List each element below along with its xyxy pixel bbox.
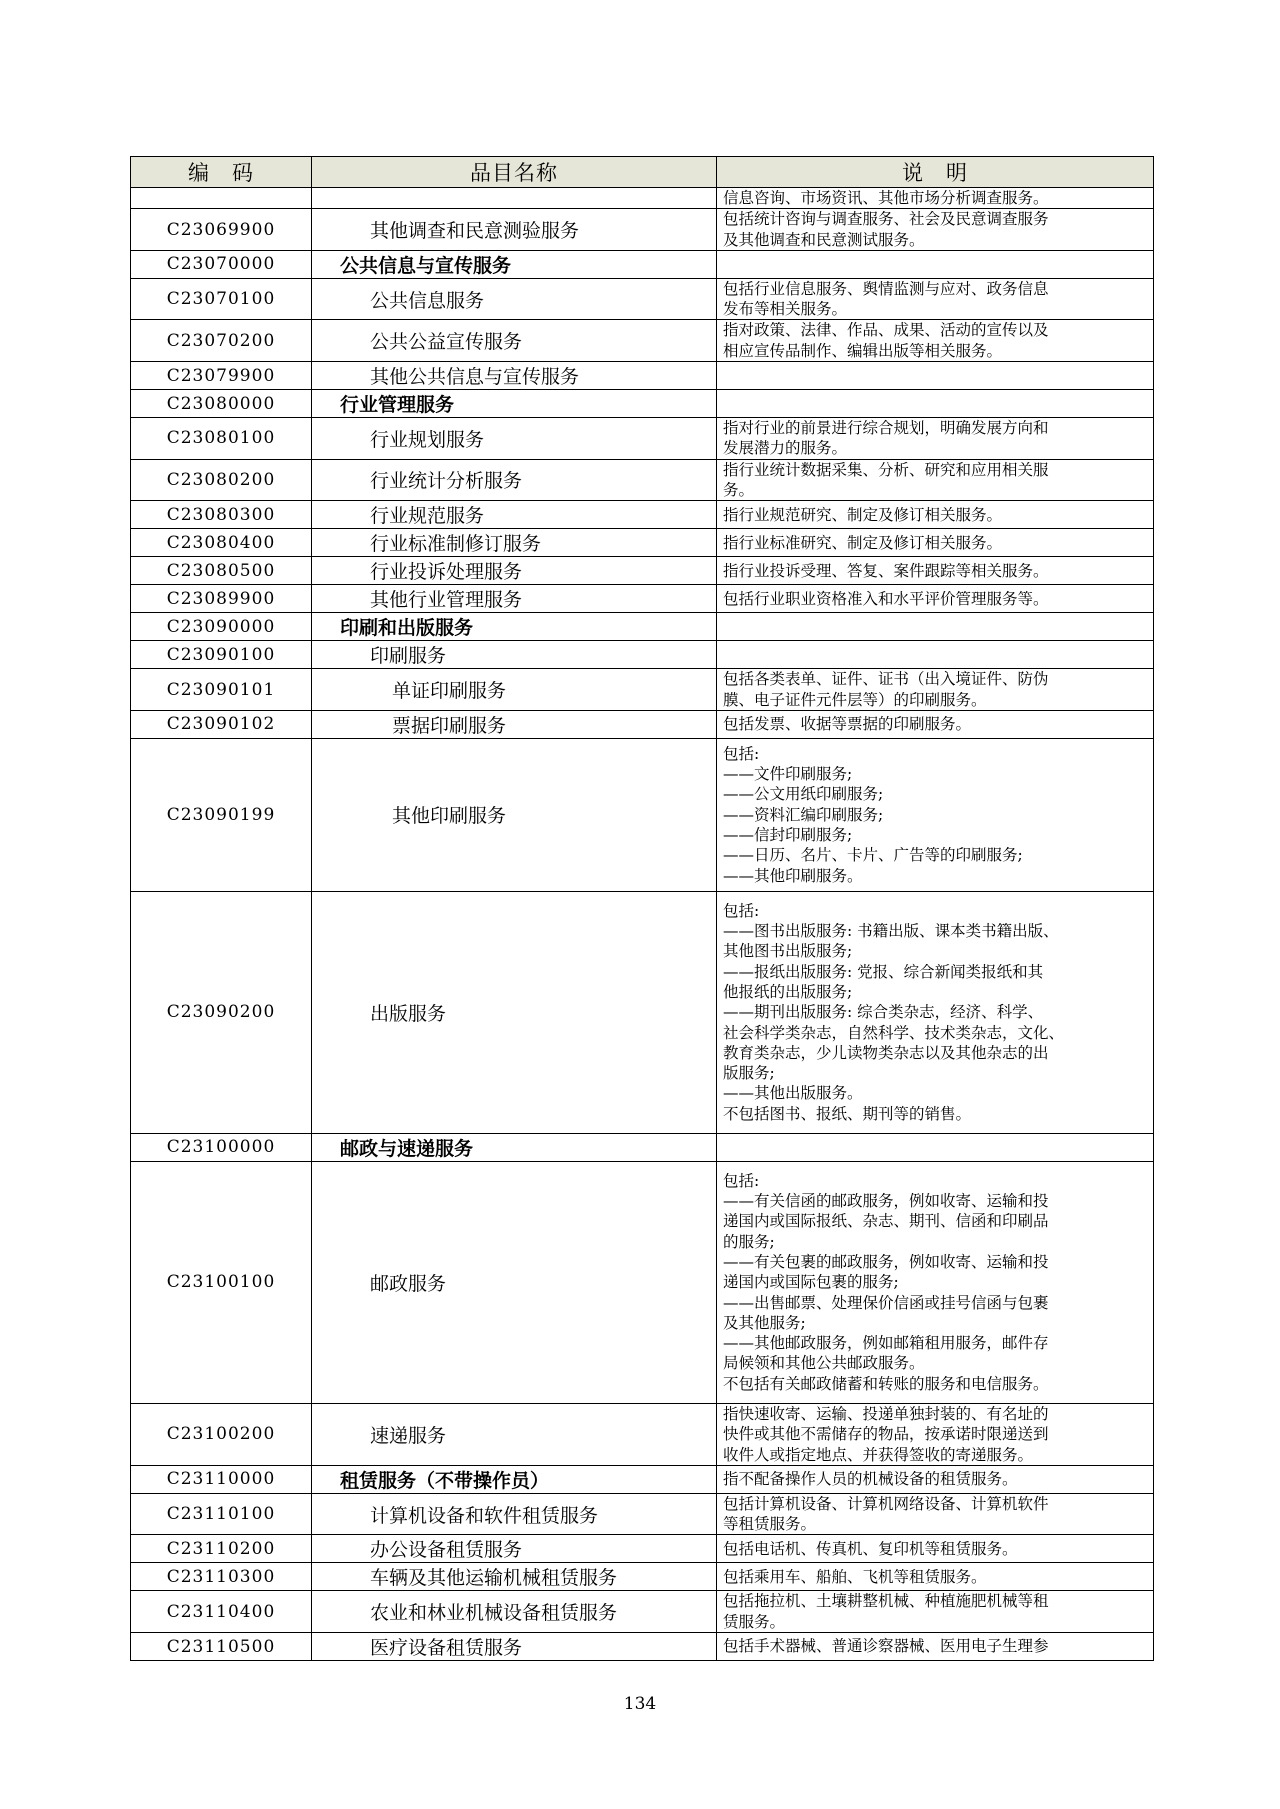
description-line: ——有关包裹的邮政服务，例如收寄、运输和投 <box>723 1252 1049 1271</box>
table-row <box>131 188 1154 209</box>
description-line: 发布等相关服务。 <box>723 300 848 319</box>
item-description <box>717 710 1154 738</box>
table-row <box>131 1563 1154 1591</box>
item-description <box>717 1161 1154 1403</box>
item-code: C23110200 <box>131 1535 312 1563</box>
description-line: 信息咨询、市场资讯、其他市场分析调查服务。 <box>723 189 1049 207</box>
item-description <box>717 613 1154 641</box>
description-line: 包括手术器械、普通诊察器械、医用电子生理参 <box>723 1637 1049 1656</box>
description-line: 包括发票、收据等票据的印刷服务。 <box>723 715 972 734</box>
item-description <box>717 1633 1154 1661</box>
item-description <box>717 669 1154 711</box>
description-line: 等租赁服务。 <box>723 1515 817 1534</box>
item-code: C23080200 <box>131 459 312 501</box>
item-description <box>717 1465 1154 1493</box>
description-line: 指快速收寄、运输、投递单独封装的、有名址的 <box>723 1404 1049 1423</box>
table-row <box>131 320 1154 362</box>
description-line: 快件或其他不需储存的物品，按承诺时限递送到 <box>723 1425 1049 1444</box>
table-row <box>131 390 1154 418</box>
description-line: 指行业统计数据采集、分析、研究和应用相关服 <box>723 460 1049 479</box>
item-description <box>717 1563 1154 1591</box>
description-line: 及其他服务; <box>723 1313 806 1332</box>
description-line: ——期刊出版服务: 综合类杂志，经济、科学、 <box>723 1003 1044 1022</box>
description-line: ——资料汇编印刷服务; <box>723 805 884 824</box>
description-line: 教育类杂志，少儿读物类杂志以及其他杂志的出 <box>723 1043 1049 1062</box>
item-name: 出版服务 <box>312 891 717 1133</box>
item-description <box>717 1133 1154 1161</box>
item-name: 公共公益宣传服务 <box>312 320 717 362</box>
item-code: C23090199 <box>131 738 312 891</box>
item-description <box>717 459 1154 501</box>
item-description <box>717 320 1154 362</box>
table-row <box>131 362 1154 390</box>
table-row <box>131 209 1154 251</box>
description-line: 收件人或指定地点、并获得签收的寄递服务。 <box>723 1445 1034 1464</box>
description-line: ——信封印刷服务; <box>723 826 853 844</box>
item-name: 公共信息与宣传服务 <box>312 250 717 278</box>
description-line: 赁服务。 <box>723 1612 786 1631</box>
description-line: 指对政策、法律、作品、成果、活动的宣传以及 <box>723 321 1049 340</box>
item-name: 租赁服务（不带操作员） <box>312 1465 717 1493</box>
description-line: ——日历、名片、卡片、广告等的印刷服务; <box>723 846 1023 865</box>
item-code: C23110000 <box>131 1465 312 1493</box>
item-name: 行业标准制修订服务 <box>312 529 717 557</box>
table-row <box>131 1493 1154 1535</box>
item-name: 印刷和出版服务 <box>312 613 717 641</box>
item-name: 印刷服务 <box>312 641 717 669</box>
description-line: 包括行业信息服务、舆情监测与应对、政务信息 <box>723 279 1049 298</box>
item-description <box>717 1535 1154 1563</box>
item-name: 票据印刷服务 <box>312 710 717 738</box>
item-name: 行业统计分析服务 <box>312 459 717 501</box>
item-name: 其他调查和民意测验服务 <box>312 209 717 251</box>
table-row <box>131 585 1154 613</box>
item-code: C23100000 <box>131 1133 312 1161</box>
header-description: 说 明 <box>717 157 1154 188</box>
description-line: 其他图书出版服务; <box>723 942 853 961</box>
item-code: C23070000 <box>131 250 312 278</box>
item-code: C23080300 <box>131 501 312 529</box>
description-line: 指行业标准研究、制定及修订相关服务。 <box>723 533 1003 552</box>
item-code: C23100100 <box>131 1161 312 1403</box>
item-code: C23080000 <box>131 390 312 418</box>
item-code: C23080400 <box>131 529 312 557</box>
table-row <box>131 1403 1154 1465</box>
item-description <box>717 738 1154 891</box>
description-line: 不包括图书、报纸、期刊等的销售。 <box>723 1104 972 1123</box>
description-line: 指不配备操作人员的机械设备的租赁服务。 <box>723 1470 1018 1489</box>
description-line: 及其他调查和民意测试服务。 <box>723 230 925 249</box>
table-row <box>131 278 1154 320</box>
item-name: 行业投诉处理服务 <box>312 557 717 585</box>
table-row <box>131 501 1154 529</box>
item-code: C23090100 <box>131 641 312 669</box>
description-line: 局候领和其他公共邮政服务。 <box>723 1354 925 1373</box>
table-row <box>131 529 1154 557</box>
table-row <box>131 1133 1154 1161</box>
item-description <box>717 641 1154 669</box>
description-line: 包括电话机、传真机、复印机等租赁服务。 <box>723 1539 1018 1558</box>
description-line: 包括各类表单、证件、证书（出入境证件、防伪 <box>723 670 1049 689</box>
item-description <box>717 362 1154 390</box>
item-code: C23079900 <box>131 362 312 390</box>
item-description <box>717 1591 1154 1633</box>
table-row <box>131 1465 1154 1493</box>
description-line: 膜、电子证件元件层等）的印刷服务。 <box>723 690 987 709</box>
description-line: ——公文用纸印刷服务; <box>723 785 884 804</box>
item-code: C23080500 <box>131 557 312 585</box>
item-name: 车辆及其他运输机械租赁服务 <box>312 1563 717 1591</box>
description-line: 不包括有关邮政储蓄和转账的服务和电信服务。 <box>723 1374 1049 1393</box>
item-code: C23090102 <box>131 710 312 738</box>
header-name: 品目名称 <box>312 157 717 188</box>
item-description <box>717 557 1154 585</box>
item-code: C23069900 <box>131 209 312 251</box>
description-line: ——出售邮票、处理保价信函或挂号信函与包裹 <box>723 1293 1049 1312</box>
description-line: ——其他邮政服务，例如邮箱租用服务，邮件存 <box>723 1334 1049 1353</box>
item-name: 其他行业管理服务 <box>312 585 717 613</box>
header-code: 编 码 <box>131 157 312 188</box>
description-line: ——图书出版服务: 书籍出版、课本类书籍出版、 <box>723 922 1059 941</box>
item-code: C23110300 <box>131 1563 312 1591</box>
table-body <box>131 188 1154 1661</box>
item-description <box>717 278 1154 320</box>
item-description <box>717 1493 1154 1535</box>
item-description <box>717 418 1154 460</box>
item-code <box>131 188 312 209</box>
table-row <box>131 250 1154 278</box>
item-name: 行业规范服务 <box>312 501 717 529</box>
table-row <box>131 738 1154 891</box>
item-name: 医疗设备租赁服务 <box>312 1633 717 1661</box>
description-line: 版服务; <box>723 1064 775 1083</box>
item-description <box>717 585 1154 613</box>
item-name: 公共信息服务 <box>312 278 717 320</box>
item-name: 行业规划服务 <box>312 418 717 460</box>
table-row <box>131 891 1154 1133</box>
description-line: 发展潜力的服务。 <box>723 439 848 458</box>
item-code: C23090101 <box>131 669 312 711</box>
description-line: ——有关信函的邮政服务，例如收寄、运输和投 <box>723 1192 1049 1211</box>
table-row <box>131 641 1154 669</box>
description-line: 他报纸的出版服务; <box>723 982 853 1001</box>
description-line: 的服务; <box>723 1232 775 1251</box>
item-name: 邮政服务 <box>312 1161 717 1403</box>
description-line: ——文件印刷服务; <box>723 765 853 784</box>
item-name: 行业管理服务 <box>312 390 717 418</box>
description-line: ——其他出版服务。 <box>723 1084 863 1103</box>
description-line: ——报纸出版服务: 党报、综合新闻类报纸和其 <box>723 962 1044 981</box>
item-name: 其他印刷服务 <box>312 738 717 891</box>
item-code: C23110100 <box>131 1493 312 1535</box>
item-name: 速递服务 <box>312 1403 717 1465</box>
description-line: 包括: <box>723 901 760 920</box>
item-code: C23090000 <box>131 613 312 641</box>
item-name: 其他公共信息与宣传服务 <box>312 362 717 390</box>
description-line: 社会科学类杂志，自然科学、技术类杂志，文化、 <box>723 1023 1065 1042</box>
table-row <box>131 1591 1154 1633</box>
table-row <box>131 1161 1154 1403</box>
item-name: 办公设备租赁服务 <box>312 1535 717 1563</box>
description-line: 包括乘用车、船舶、飞机等租赁服务。 <box>723 1567 987 1586</box>
table-row <box>131 710 1154 738</box>
item-code: C23110500 <box>131 1633 312 1661</box>
item-name: 计算机设备和软件租赁服务 <box>312 1493 717 1535</box>
item-name: 农业和林业机械设备租赁服务 <box>312 1591 717 1633</box>
item-code: C23070100 <box>131 278 312 320</box>
description-line: 相应宣传品制作、编辑出版等相关服务。 <box>723 341 1003 360</box>
description-line: 递国内或国际报纸、杂志、期刊、信函和印刷品 <box>723 1212 1049 1231</box>
description-line: 包括行业职业资格准入和水平评价管理服务等。 <box>723 589 1049 608</box>
item-description <box>717 188 1154 209</box>
description-line: 务。 <box>723 480 755 499</box>
table-row <box>131 669 1154 711</box>
item-description <box>717 209 1154 251</box>
item-name: 单证印刷服务 <box>312 669 717 711</box>
item-name: 邮政与速递服务 <box>312 1133 717 1161</box>
item-code: C23100200 <box>131 1403 312 1465</box>
table-row <box>131 1535 1154 1563</box>
item-description <box>717 1403 1154 1465</box>
table-row <box>131 613 1154 641</box>
item-description <box>717 529 1154 557</box>
description-line: 包括拖拉机、土壤耕整机械、种植施肥机械等租 <box>723 1592 1049 1611</box>
item-code: C23070200 <box>131 320 312 362</box>
description-line: 包括统计咨询与调查服务、社会及民意调查服务 <box>723 210 1049 229</box>
item-code: C23090200 <box>131 891 312 1133</box>
description-line: ——其他印刷服务。 <box>723 866 863 885</box>
table-row <box>131 1633 1154 1661</box>
item-description <box>717 250 1154 278</box>
item-code: C23089900 <box>131 585 312 613</box>
description-line: 递国内或国际包裹的服务; <box>723 1273 899 1292</box>
description-line: 包括计算机设备、计算机网络设备、计算机软件 <box>723 1494 1049 1513</box>
table-row <box>131 557 1154 585</box>
item-description <box>717 390 1154 418</box>
description-line: 包括: <box>723 744 760 763</box>
item-description <box>717 891 1154 1133</box>
item-name <box>312 188 717 209</box>
catalog-table <box>130 156 1154 1661</box>
page-number: 134 <box>623 1694 657 1714</box>
table-row <box>131 459 1154 501</box>
item-code: C23110400 <box>131 1591 312 1633</box>
table-header-row <box>131 157 1154 188</box>
item-description <box>717 501 1154 529</box>
description-line: 指行业投诉受理、答复、案件跟踪等相关服务。 <box>723 561 1049 580</box>
description-line: 包括: <box>723 1171 760 1190</box>
table-row <box>131 418 1154 460</box>
item-code: C23080100 <box>131 418 312 460</box>
description-line: 指对行业的前景进行综合规划，明确发展方向和 <box>723 419 1049 438</box>
description-line: 指行业规范研究、制定及修订相关服务。 <box>723 505 1003 524</box>
